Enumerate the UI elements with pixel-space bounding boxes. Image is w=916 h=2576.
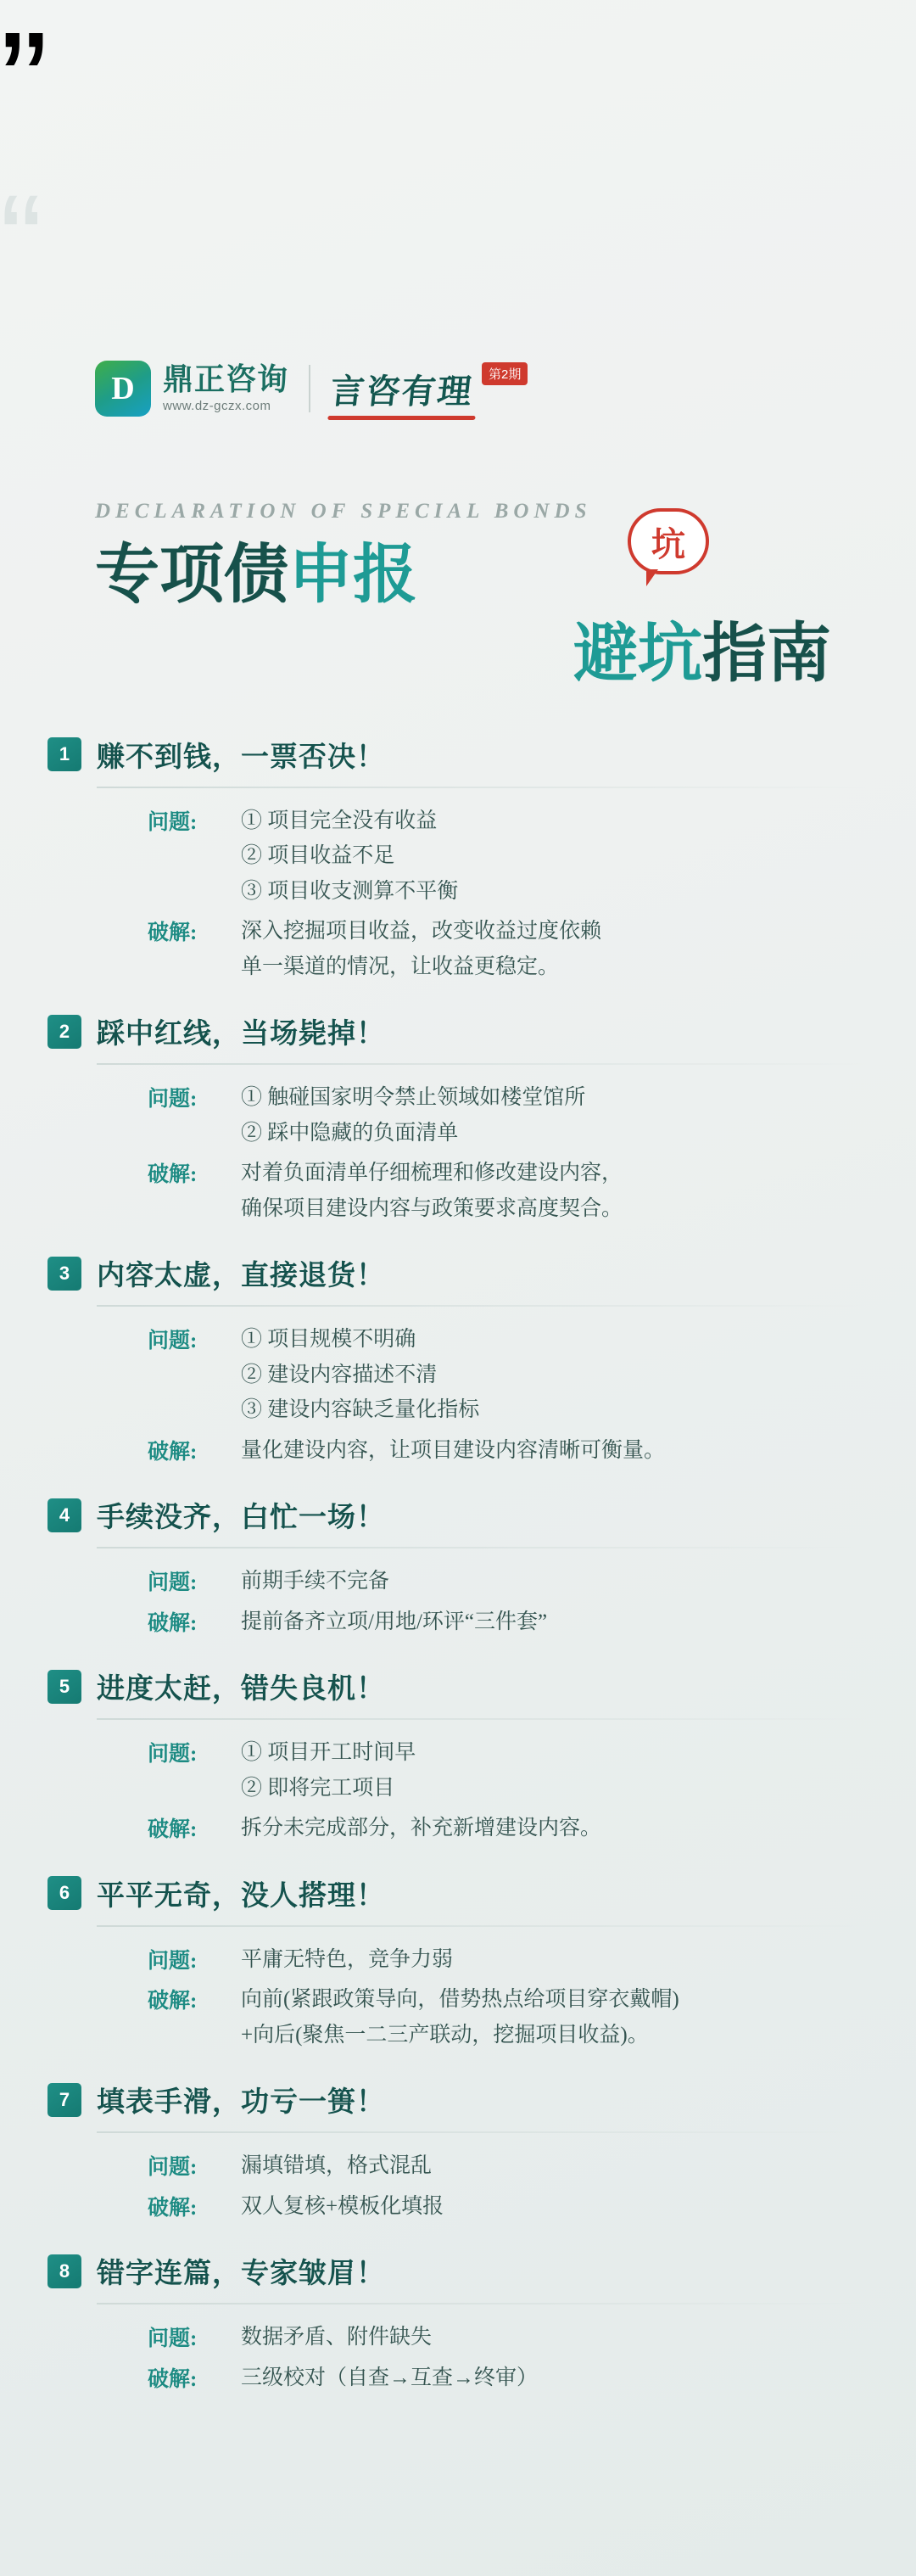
list-item xyxy=(47,2251,869,2394)
problem-values xyxy=(241,1324,869,1426)
solution-item: 对着负面清单仔细梳理和修改建设内容， xyxy=(241,1162,623,1185)
problem-item: ② 即将完工项目 xyxy=(241,1776,395,1800)
solution-item: +向后(聚焦一二三产联动，挖掘项目收益)。 xyxy=(241,2023,649,2047)
solution-row xyxy=(148,1435,869,1467)
solution-values xyxy=(241,2362,869,2394)
list-item xyxy=(47,1253,869,1466)
solution-item: 确保项目建设内容与政策要求高度契合。 xyxy=(241,1196,623,1220)
solution-item: 三级校对（自查→互查→终审） xyxy=(241,2366,539,2389)
problem-label: 问题: xyxy=(148,1571,198,1595)
problem-values xyxy=(241,1565,869,1598)
company-logo-icon: D xyxy=(95,361,151,417)
solution-row xyxy=(148,2362,869,2394)
item-number: 3 xyxy=(47,1257,81,1291)
solution-row xyxy=(148,1157,869,1224)
solution-row xyxy=(148,916,869,983)
problem-item: 数据矛盾、附件缺失 xyxy=(241,2326,433,2349)
problem-item: ③ 建设内容缺乏量化指标 xyxy=(241,1398,480,1422)
problem-item: 漏填错填，格式混乱 xyxy=(241,2154,433,2178)
title-part-2: 申报 xyxy=(288,540,417,611)
solution-values xyxy=(241,1435,869,1467)
problem-values xyxy=(241,1082,869,1149)
item-number: 8 xyxy=(47,2254,81,2288)
problem-label: 问题: xyxy=(148,1330,198,1353)
column-brand-name xyxy=(328,365,476,413)
problem-item: ① 触碰国家明令禁止领域如楼堂馆所 xyxy=(241,1086,586,1110)
problem-values xyxy=(241,805,869,908)
solution-item: 向前(紧跟政策导向，借势热点给项目穿衣戴帽) xyxy=(241,1988,679,2012)
problem-row xyxy=(148,1944,869,1976)
company-website: www.dz-gczx.com xyxy=(163,399,271,414)
title-line-2 xyxy=(95,618,916,692)
item-body xyxy=(47,1065,869,1224)
item-header xyxy=(47,1873,869,1913)
item-number: 4 xyxy=(47,1498,81,1532)
list-item xyxy=(47,1873,869,2052)
list-item xyxy=(47,2080,869,2222)
problem-values xyxy=(241,1737,869,1804)
solution-row xyxy=(148,2191,869,2223)
problem-label: 问题: xyxy=(148,1743,198,1767)
item-body xyxy=(47,2133,869,2222)
solution-values xyxy=(241,1157,869,1224)
title-part-3: 避坑 xyxy=(573,619,702,691)
problem-values xyxy=(241,2150,869,2182)
brand-underline xyxy=(327,416,476,420)
solution-label: 破解: xyxy=(148,1163,198,1187)
item-heading: 平平无奇，没人搭理！ xyxy=(97,1880,385,1912)
solution-label: 破解: xyxy=(148,1440,198,1464)
item-header xyxy=(47,1011,869,1051)
problem-item: 平庸无特色，竞争力弱 xyxy=(241,1947,454,1971)
problem-item: ③ 项目收支测算不平衡 xyxy=(241,879,459,903)
title-part-4: 指南 xyxy=(702,619,831,691)
item-header xyxy=(47,1495,869,1535)
solution-values xyxy=(241,1606,869,1638)
title-part-1: 专项债 xyxy=(95,540,288,611)
problem-item: ② 建设内容描述不清 xyxy=(241,1363,438,1386)
item-number: 1 xyxy=(47,737,81,771)
item-heading: 踩中红线，当场毙掉！ xyxy=(97,1019,385,1050)
solution-label: 破解: xyxy=(148,1611,198,1635)
solution-row xyxy=(148,1984,869,2051)
item-number: 6 xyxy=(47,1876,81,1910)
item-number: 7 xyxy=(47,2083,81,2117)
item-heading: 手续没齐，白忙一场！ xyxy=(97,1503,385,1534)
solution-values xyxy=(241,916,869,983)
problem-row xyxy=(148,2150,869,2182)
decorative-quote-bottom-left: “ xyxy=(0,168,42,311)
solution-item: 拆分未完成部分，补充新增建设内容。 xyxy=(241,1817,602,1840)
item-header xyxy=(47,1666,869,1706)
page-header xyxy=(0,313,916,474)
item-header xyxy=(47,2251,869,2291)
solution-label: 破解: xyxy=(148,921,198,945)
title-eyebrow: DECLARATION OF SPECIAL BONDS xyxy=(95,500,592,523)
problem-item: ② 踩中隐藏的负面清单 xyxy=(241,1121,459,1145)
item-number: 2 xyxy=(47,1015,81,1049)
problem-row xyxy=(148,805,869,908)
problem-label: 问题: xyxy=(148,2156,198,2180)
company-name: 鼎正咨询 xyxy=(163,362,289,397)
solution-values xyxy=(241,1984,869,2051)
list-item xyxy=(47,735,869,983)
problem-row xyxy=(148,1737,869,1804)
solution-values xyxy=(241,2191,869,2223)
item-body xyxy=(47,2304,869,2394)
item-body xyxy=(47,1548,869,1638)
item-heading: 错字连篇，专家皱眉！ xyxy=(97,2259,385,2290)
issue-badge: 第2期 xyxy=(482,362,528,385)
logo-row xyxy=(0,361,916,417)
pit-badge: 坑 xyxy=(628,508,709,574)
item-header xyxy=(47,735,869,775)
problem-label: 问题: xyxy=(148,2327,198,2351)
solution-label: 破解: xyxy=(148,2367,198,2391)
problem-label: 问题: xyxy=(148,810,198,834)
problem-row xyxy=(148,1082,869,1149)
item-body xyxy=(47,1927,869,2052)
solution-label: 破解: xyxy=(148,1990,198,2013)
solution-row xyxy=(148,1606,869,1638)
item-number: 5 xyxy=(47,1670,81,1704)
item-body xyxy=(47,1720,869,1845)
list-item xyxy=(47,1495,869,1638)
problem-item: 前期手续不完备 xyxy=(241,1570,390,1593)
problem-item: ① 项目开工时间早 xyxy=(241,1741,416,1765)
list-item xyxy=(47,1666,869,1845)
logo-text xyxy=(163,364,288,413)
problem-row xyxy=(148,2321,869,2354)
solution-item: 双人复核+模板化填报 xyxy=(241,2194,444,2218)
solution-item: 量化建设内容，让项目建设内容清晰可衡量。 xyxy=(241,1438,666,1462)
problem-item: ① 项目规模不明确 xyxy=(241,1328,416,1352)
title-line-1 xyxy=(95,539,916,613)
item-body xyxy=(47,788,869,983)
logo-divider xyxy=(309,365,310,412)
item-heading: 内容太虚，直接退货！ xyxy=(97,1261,385,1292)
decorative-quote-top-right: ” xyxy=(0,3,48,164)
item-heading: 填表手滑，功亏一篑！ xyxy=(97,2087,385,2119)
item-heading: 进度太赶，错失良机！ xyxy=(97,1674,385,1705)
problem-row xyxy=(148,1565,869,1598)
problem-row xyxy=(148,1324,869,1426)
item-body xyxy=(47,1307,869,1466)
item-header xyxy=(47,2080,869,2120)
problem-item: ① 项目完全没有收益 xyxy=(241,809,438,832)
problem-label: 问题: xyxy=(148,1088,198,1112)
problem-values xyxy=(241,2321,869,2354)
item-header xyxy=(47,1253,869,1293)
problem-label: 问题: xyxy=(148,1949,198,1973)
solution-item: 单一渠道的情况，让收益更稳定。 xyxy=(241,955,560,978)
tips-list xyxy=(0,726,916,2483)
solution-item: 提前备齐立项/用地/环评“三件套” xyxy=(241,1610,548,1633)
problem-item: ② 项目收益不足 xyxy=(241,844,395,868)
solution-values xyxy=(241,1812,869,1845)
problem-values xyxy=(241,1944,869,1976)
title-block xyxy=(0,474,916,726)
list-item xyxy=(47,1011,869,1224)
solution-label: 破解: xyxy=(148,2196,198,2220)
column-brand-text: 言咨有理 xyxy=(328,372,476,411)
solution-item: 深入挖掘项目收益，改变收益过度依赖 xyxy=(241,920,602,944)
solution-label: 破解: xyxy=(148,1818,198,1842)
solution-row xyxy=(148,1812,869,1845)
item-heading: 赚不到钱，一票否决！ xyxy=(97,742,385,773)
